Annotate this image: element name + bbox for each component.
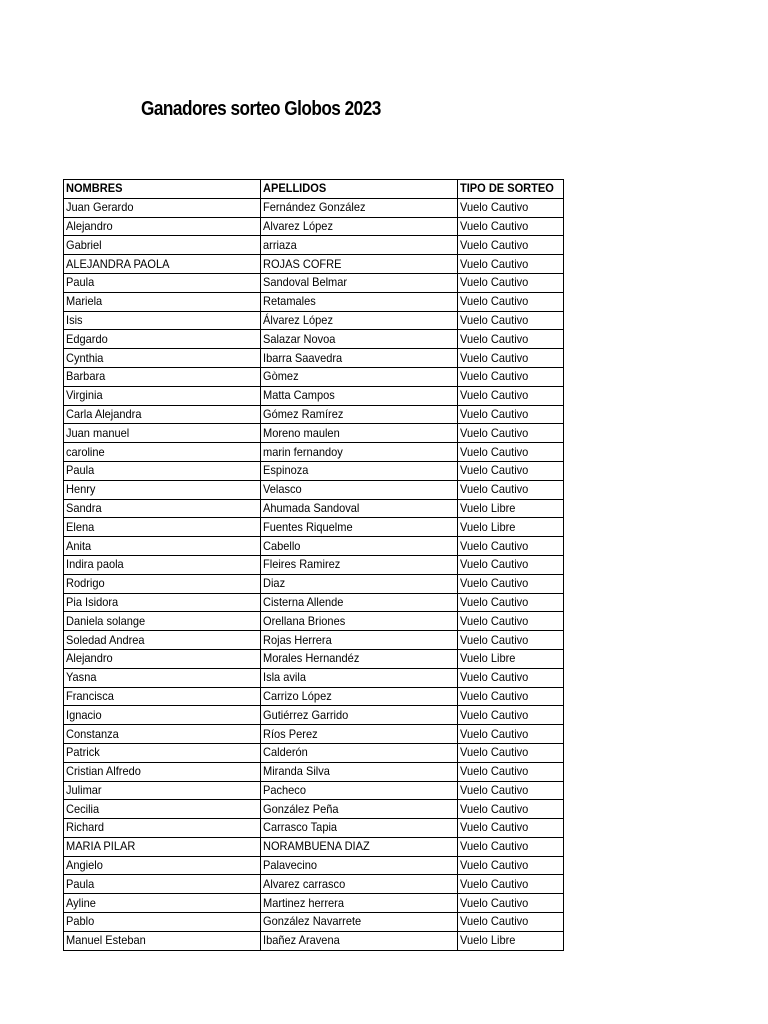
table-row: [64, 255, 564, 274]
cell-apellido: Palavecino: [261, 856, 458, 875]
cell-tipo-de-sorteo: Vuelo Libre: [458, 518, 564, 537]
table-row: [64, 706, 564, 725]
cell-apellido: NORAMBUENA DIAZ: [261, 837, 458, 856]
cell-tipo-de-sorteo: Vuelo Cautivo: [458, 668, 564, 687]
table-row: [64, 461, 564, 480]
cell-tipo-de-sorteo: Vuelo Cautivo: [458, 762, 564, 781]
cell-nombre: Paula: [64, 461, 261, 480]
cell-tipo-de-sorteo: Vuelo Cautivo: [458, 367, 564, 386]
cell-apellido: Rojas Herrera: [261, 631, 458, 650]
table-row: [64, 236, 564, 255]
cell-apellido: Morales Hernandéz: [261, 649, 458, 668]
cell-nombre: Carla Alejandra: [64, 405, 261, 424]
table-row: [64, 555, 564, 574]
table-row: [64, 931, 564, 950]
table-row: [64, 349, 564, 368]
table-row: [64, 743, 564, 762]
cell-tipo-de-sorteo: Vuelo Cautivo: [458, 612, 564, 631]
cell-tipo-de-sorteo: Vuelo Cautivo: [458, 894, 564, 913]
cell-apellido: arriaza: [261, 236, 458, 255]
cell-apellido: Carrasco Tapia: [261, 819, 458, 838]
cell-nombre: ALEJANDRA PAOLA: [64, 255, 261, 274]
cell-nombre: Sandra: [64, 499, 261, 518]
column-header-nombres: NOMBRES: [64, 180, 261, 199]
cell-nombre: Henry: [64, 480, 261, 499]
cell-apellido: Espinoza: [261, 461, 458, 480]
table-row: [64, 386, 564, 405]
cell-nombre: Paula: [64, 875, 261, 894]
cell-tipo-de-sorteo: Vuelo Cautivo: [458, 480, 564, 499]
table-row: [64, 499, 564, 518]
table-row: [64, 819, 564, 838]
table-body: [64, 198, 564, 950]
cell-nombre: MARIA PILAR: [64, 837, 261, 856]
table-row: [64, 875, 564, 894]
cell-tipo-de-sorteo: Vuelo Cautivo: [458, 687, 564, 706]
cell-apellido: Cisterna Allende: [261, 593, 458, 612]
table-row: [64, 668, 564, 687]
cell-nombre: Ayline: [64, 894, 261, 913]
table-row: [64, 443, 564, 462]
table-row: [64, 631, 564, 650]
cell-nombre: Manuel Esteban: [64, 931, 261, 950]
cell-apellido: Gutiérrez Garrido: [261, 706, 458, 725]
cell-apellido: Calderón: [261, 743, 458, 762]
cell-tipo-de-sorteo: Vuelo Cautivo: [458, 706, 564, 725]
cell-nombre: Paula: [64, 273, 261, 292]
table-row: [64, 649, 564, 668]
cell-nombre: Elena: [64, 518, 261, 537]
cell-apellido: Martinez herrera: [261, 894, 458, 913]
cell-nombre: Gabriel: [64, 236, 261, 255]
cell-tipo-de-sorteo: Vuelo Cautivo: [458, 537, 564, 556]
table-row: [64, 537, 564, 556]
table-row: [64, 593, 564, 612]
cell-nombre: Constanza: [64, 725, 261, 744]
cell-tipo-de-sorteo: Vuelo Cautivo: [458, 255, 564, 274]
cell-nombre: Rodrigo: [64, 574, 261, 593]
cell-tipo-de-sorteo: Vuelo Cautivo: [458, 631, 564, 650]
cell-apellido: Matta Campos: [261, 386, 458, 405]
cell-tipo-de-sorteo: Vuelo Cautivo: [458, 875, 564, 894]
cell-apellido: Ahumada Sandoval: [261, 499, 458, 518]
table-row: [64, 762, 564, 781]
cell-apellido: Ríos Perez: [261, 725, 458, 744]
cell-tipo-de-sorteo: Vuelo Cautivo: [458, 913, 564, 932]
table-row: [64, 367, 564, 386]
cell-apellido: Velasco: [261, 480, 458, 499]
cell-apellido: González Peña: [261, 800, 458, 819]
cell-tipo-de-sorteo: Vuelo Cautivo: [458, 443, 564, 462]
cell-apellido: Isla avila: [261, 668, 458, 687]
winners-table: [63, 179, 564, 951]
cell-apellido: Carrizo López: [261, 687, 458, 706]
table-header-row: [64, 180, 564, 199]
cell-nombre: Cristian Alfredo: [64, 762, 261, 781]
cell-tipo-de-sorteo: Vuelo Cautivo: [458, 856, 564, 875]
cell-tipo-de-sorteo: Vuelo Cautivo: [458, 292, 564, 311]
cell-apellido: Miranda Silva: [261, 762, 458, 781]
cell-nombre: Daniela solange: [64, 612, 261, 631]
cell-tipo-de-sorteo: Vuelo Cautivo: [458, 236, 564, 255]
table-row: [64, 424, 564, 443]
table-row: [64, 518, 564, 537]
cell-apellido: Orellana Briones: [261, 612, 458, 631]
cell-tipo-de-sorteo: Vuelo Cautivo: [458, 349, 564, 368]
table-row: [64, 405, 564, 424]
cell-nombre: caroline: [64, 443, 261, 462]
cell-tipo-de-sorteo: Vuelo Cautivo: [458, 593, 564, 612]
cell-nombre: Francisca: [64, 687, 261, 706]
cell-apellido: Sandoval Belmar: [261, 273, 458, 292]
cell-tipo-de-sorteo: Vuelo Cautivo: [458, 198, 564, 217]
table-row: [64, 913, 564, 932]
cell-tipo-de-sorteo: Vuelo Cautivo: [458, 781, 564, 800]
cell-apellido: Gòmez: [261, 367, 458, 386]
cell-apellido: Cabello: [261, 537, 458, 556]
table-row: [64, 894, 564, 913]
cell-nombre: Alejandro: [64, 217, 261, 236]
cell-tipo-de-sorteo: Vuelo Cautivo: [458, 311, 564, 330]
cell-apellido: Pacheco: [261, 781, 458, 800]
cell-nombre: Juan manuel: [64, 424, 261, 443]
cell-apellido: Gómez Ramírez: [261, 405, 458, 424]
table-row: [64, 273, 564, 292]
cell-tipo-de-sorteo: Vuelo Cautivo: [458, 330, 564, 349]
cell-nombre: Angielo: [64, 856, 261, 875]
cell-tipo-de-sorteo: Vuelo Cautivo: [458, 555, 564, 574]
cell-apellido: ROJAS COFRE: [261, 255, 458, 274]
cell-apellido: Ibañez Aravena: [261, 931, 458, 950]
table-row: [64, 687, 564, 706]
table-row: [64, 217, 564, 236]
table-row: [64, 612, 564, 631]
cell-nombre: Cecilia: [64, 800, 261, 819]
cell-apellido: Fuentes Riquelme: [261, 518, 458, 537]
cell-tipo-de-sorteo: Vuelo Cautivo: [458, 837, 564, 856]
cell-nombre: Edgardo: [64, 330, 261, 349]
cell-tipo-de-sorteo: Vuelo Cautivo: [458, 405, 564, 424]
column-header-apellidos: APELLIDOS: [261, 180, 458, 199]
cell-nombre: Anita: [64, 537, 261, 556]
table-row: [64, 198, 564, 217]
cell-tipo-de-sorteo: Vuelo Cautivo: [458, 743, 564, 762]
cell-tipo-de-sorteo: Vuelo Libre: [458, 931, 564, 950]
cell-apellido: Moreno maulen: [261, 424, 458, 443]
cell-tipo-de-sorteo: Vuelo Cautivo: [458, 819, 564, 838]
cell-nombre: Yasna: [64, 668, 261, 687]
cell-nombre: Julimar: [64, 781, 261, 800]
cell-nombre: Cynthia: [64, 349, 261, 368]
cell-nombre: Patrick: [64, 743, 261, 762]
cell-apellido: Retamales: [261, 292, 458, 311]
table-row: [64, 292, 564, 311]
cell-nombre: Virginia: [64, 386, 261, 405]
cell-apellido: marin fernandoy: [261, 443, 458, 462]
cell-tipo-de-sorteo: Vuelo Cautivo: [458, 725, 564, 744]
cell-nombre: Pablo: [64, 913, 261, 932]
cell-nombre: Indira paola: [64, 555, 261, 574]
table-row: [64, 800, 564, 819]
cell-tipo-de-sorteo: Vuelo Cautivo: [458, 273, 564, 292]
cell-nombre: Richard: [64, 819, 261, 838]
cell-nombre: Juan Gerardo: [64, 198, 261, 217]
cell-tipo-de-sorteo: Vuelo Libre: [458, 649, 564, 668]
cell-apellido: González Navarrete: [261, 913, 458, 932]
cell-apellido: Ibarra Saavedra: [261, 349, 458, 368]
page-title: Ganadores sorteo Globos 2023: [141, 98, 381, 120]
cell-nombre: Soledad Andrea: [64, 631, 261, 650]
table-row: [64, 311, 564, 330]
cell-nombre: Mariela: [64, 292, 261, 311]
cell-apellido: Diaz: [261, 574, 458, 593]
table-row: [64, 837, 564, 856]
cell-tipo-de-sorteo: Vuelo Cautivo: [458, 386, 564, 405]
cell-apellido: Fernández González: [261, 198, 458, 217]
cell-apellido: Alvarez carrasco: [261, 875, 458, 894]
cell-nombre: Isis: [64, 311, 261, 330]
cell-apellido: Salazar Novoa: [261, 330, 458, 349]
cell-apellido: Álvarez López: [261, 311, 458, 330]
cell-tipo-de-sorteo: Vuelo Cautivo: [458, 461, 564, 480]
cell-tipo-de-sorteo: Vuelo Cautivo: [458, 217, 564, 236]
cell-tipo-de-sorteo: Vuelo Cautivo: [458, 424, 564, 443]
table-row: [64, 574, 564, 593]
cell-nombre: Barbara: [64, 367, 261, 386]
column-header-tipo-de-sorteo: TIPO DE SORTEO: [458, 180, 564, 199]
cell-nombre: Ignacio: [64, 706, 261, 725]
table-row: [64, 856, 564, 875]
table-row: [64, 781, 564, 800]
table-row: [64, 725, 564, 744]
cell-tipo-de-sorteo: Vuelo Cautivo: [458, 800, 564, 819]
cell-nombre: Pia Isidora: [64, 593, 261, 612]
cell-nombre: Alejandro: [64, 649, 261, 668]
table-row: [64, 480, 564, 499]
cell-tipo-de-sorteo: Vuelo Libre: [458, 499, 564, 518]
cell-apellido: Alvarez López: [261, 217, 458, 236]
cell-apellido: Fleires Ramirez: [261, 555, 458, 574]
cell-tipo-de-sorteo: Vuelo Cautivo: [458, 574, 564, 593]
table-row: [64, 330, 564, 349]
